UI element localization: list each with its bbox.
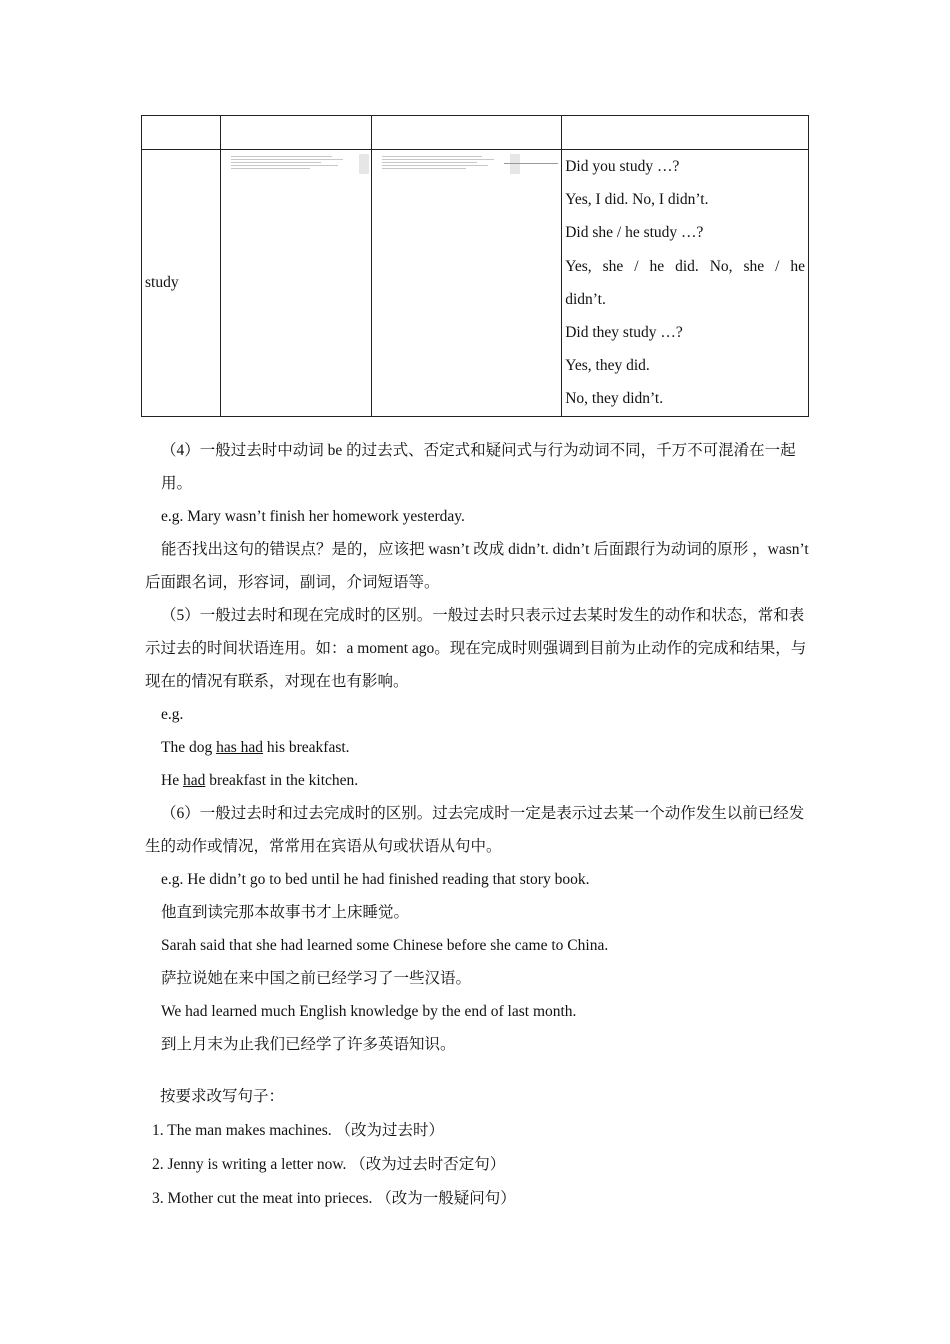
grammar-table <box>141 115 809 417</box>
example-line: e.g. Mary wasn’t finish her homework yesterday. <box>161 508 465 525</box>
exercise-item: 2. Jenny is writing a letter now. （改为过去时否定句） <box>152 1156 506 1173</box>
blurred-dash <box>504 163 558 164</box>
header-cell <box>562 116 809 150</box>
qa-line: didn’t. <box>565 290 606 308</box>
example-line: Sarah said that she had learned some Chinese before she came to China. <box>161 937 609 954</box>
example-translation: 他直到读完那本故事书才上床睡觉。 <box>161 904 410 921</box>
blurred-content <box>231 154 343 174</box>
exercise-title: 按要求改写句子： <box>160 1088 285 1105</box>
header-cell <box>371 116 562 150</box>
qa-line: Yes, she / he did. No, she / he <box>565 257 805 275</box>
note-paragraph-4 <box>145 434 810 500</box>
qa-line: Yes, I did. No, I didn’t. <box>565 191 709 209</box>
underlined-verb: had <box>182 772 206 789</box>
example-translation: 萨拉说她在来中国之前已经学习了一些汉语。 <box>161 970 472 987</box>
example-text: He <box>161 772 183 789</box>
blurred-cell-negative <box>371 150 562 417</box>
blurred-cell-affirmative <box>221 150 371 417</box>
note-paragraph-5: （5）一般过去时和现在完成时的区别。一般过去时只表示过去某时发生的动作和状态，常和表示过去的时间状语连用。如：a moment ago。现在完成时则强调到目前为止动作的完成和结果，与现在的情况有联系，对现在也有影响。 <box>145 607 807 690</box>
example-line <box>145 731 810 764</box>
example-text: breakfast in the kitchen. <box>205 772 359 789</box>
qa-line: Yes, they did. <box>565 357 650 375</box>
question-answer-cell <box>562 150 809 417</box>
notes-section <box>145 434 810 1061</box>
exercise-item: 1. The man makes machines. （改为过去时） <box>152 1122 445 1139</box>
header-cell <box>221 116 371 150</box>
blurred-content <box>382 154 494 174</box>
note-paragraph-6: （6）一般过去时和过去完成时的区别。过去完成时一定是表示过去某一个动作发生以前已经发生的动作或情况，常常用在宾语从句或状语从句中。 <box>145 805 805 855</box>
table-header-row <box>142 116 809 150</box>
explanation-paragraph: 能否找出这句的错误点？是的，应该把 wasn’t 改成 didn’t. didn’t 后面跟行为动词的原形 ，wasn’t 后面跟名词，形容词，副词，介词短语等。 <box>145 541 809 591</box>
example-label: e.g. <box>161 706 184 723</box>
blurred-mark <box>359 154 369 174</box>
example-line: We had learned much English knowledge by the end of last month. <box>161 1003 577 1020</box>
exercise-item: 3. Mother cut the meat into prieces. （改为一般疑问句） <box>152 1190 516 1207</box>
qa-line: Did she / he study …? <box>565 224 704 242</box>
example-line <box>145 764 810 797</box>
qa-line: Did you study …? <box>565 158 680 175</box>
verb-cell: study <box>142 150 221 417</box>
table-row <box>142 150 809 417</box>
example-translation: 到上月末为止我们已经学了许多英语知识。 <box>161 1036 456 1053</box>
underlined-verb: has had <box>216 739 264 756</box>
note-text: （4）一般过去时中动词 be 的过去式、否定式和疑问式与行为动词不同，千万不可混淆在一起用。 <box>161 442 796 492</box>
example-text: The dog <box>161 739 217 756</box>
header-cell <box>142 116 221 150</box>
example-line: e.g. He didn’t go to bed until he had finished reading that story book. <box>161 871 590 888</box>
qa-line: Did they study …? <box>565 324 683 342</box>
qa-line: No, they didn’t. <box>565 390 664 408</box>
example-text: his breakfast. <box>263 739 350 756</box>
blurred-mark <box>510 154 520 174</box>
